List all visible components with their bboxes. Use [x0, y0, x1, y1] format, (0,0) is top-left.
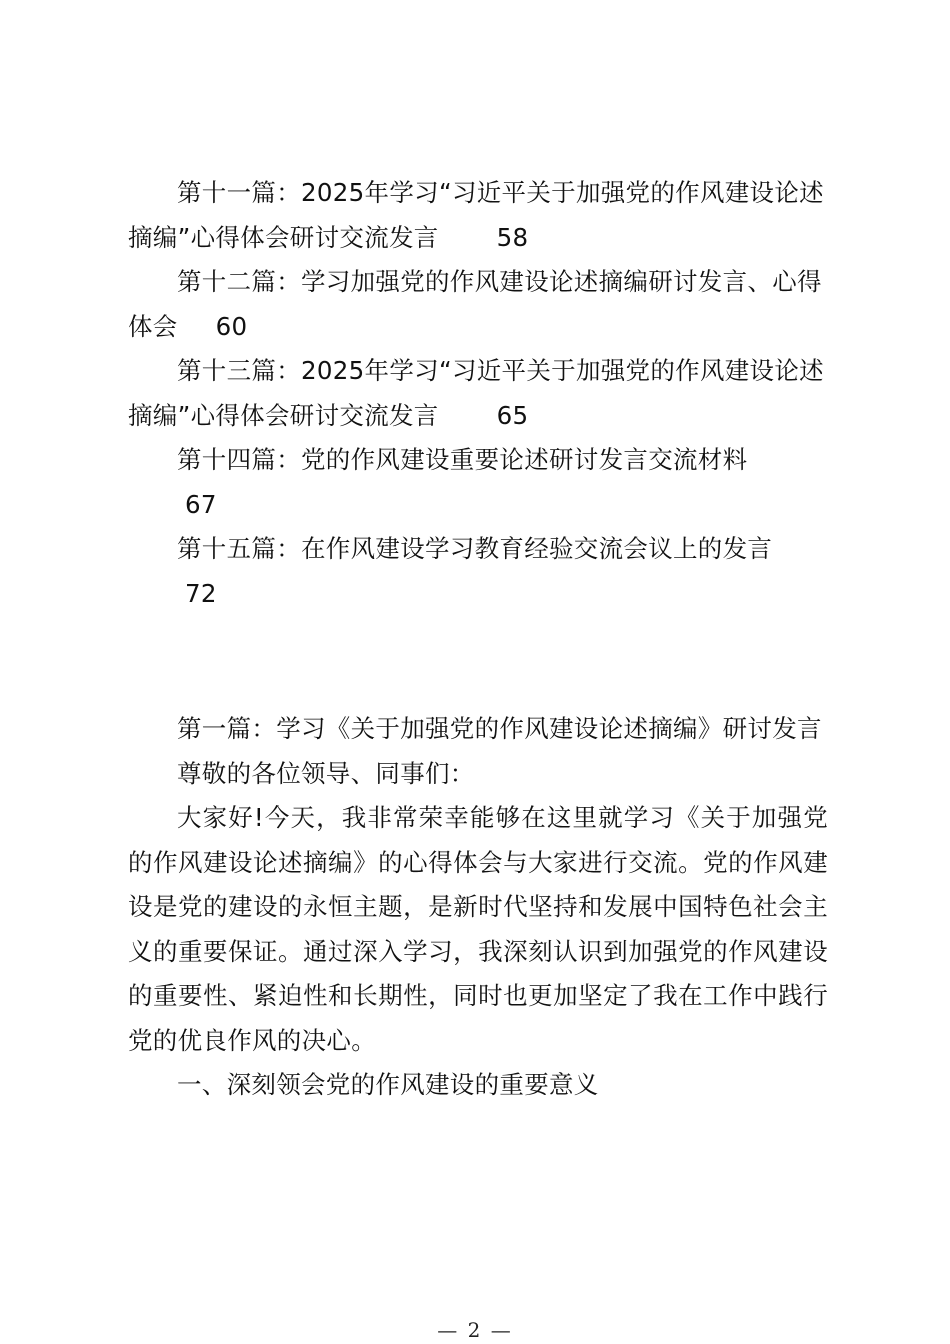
article-heading: 第一篇：学习《关于加强党的作风建设论述摘编》研讨发言	[177, 714, 822, 743]
toc-entry-page: 58	[496, 222, 529, 252]
paragraph: 大家好!今天，我非常荣幸能够在这里就学习《关于加强党的作风建设论述摘编》的心得体会与大家进行交流。党的作风建设是党的建设的永恒主题，是新时代坚持和发展中国特色社会主义的重要保证。通过深入学习，我深刻认识到加强党的作风建设的重要性、紧迫性和长期性，同时也更加坚定了我在工作中践行党的优良作风的决心。	[128, 803, 828, 1055]
table-of-contents	[128, 171, 828, 616]
toc-entry-title: 第十四篇：党的作风建设重要论述研讨发言交流材料	[177, 445, 748, 474]
toc-entry-12[interactable]	[128, 260, 828, 349]
article-body	[128, 707, 828, 1108]
toc-entry-13[interactable]	[128, 349, 828, 438]
page-number: — 2 —	[437, 1318, 513, 1342]
toc-entry-page: 60	[215, 311, 248, 341]
toc-entry-15[interactable]	[128, 527, 828, 616]
toc-entry-page: 72	[185, 578, 217, 608]
section-heading: 一、深刻领会党的作风建设的重要意义	[177, 1070, 599, 1099]
toc-entry-title: 第十一篇：2025年学习“习近平关于加强党的作风建设论述摘编”心得体会研讨交流发言	[128, 178, 824, 252]
toc-entry-page: 65	[496, 400, 529, 430]
toc-entry-title: 第十三篇：2025年学习“习近平关于加强党的作风建设论述摘编”心得体会研讨交流发言	[128, 356, 824, 430]
toc-entry-14[interactable]	[128, 438, 828, 527]
toc-entry-title: 第十二篇：学习加强党的作风建设论述摘编研讨发言、心得体会	[128, 267, 822, 341]
toc-entry-page: 67	[185, 489, 217, 519]
salutation: 尊敬的各位领导、同事们：	[177, 758, 475, 788]
toc-entry-title: 第十五篇：在作风建设学习教育经验交流会议上的发言	[177, 534, 773, 563]
toc-entry-11[interactable]	[128, 171, 828, 260]
